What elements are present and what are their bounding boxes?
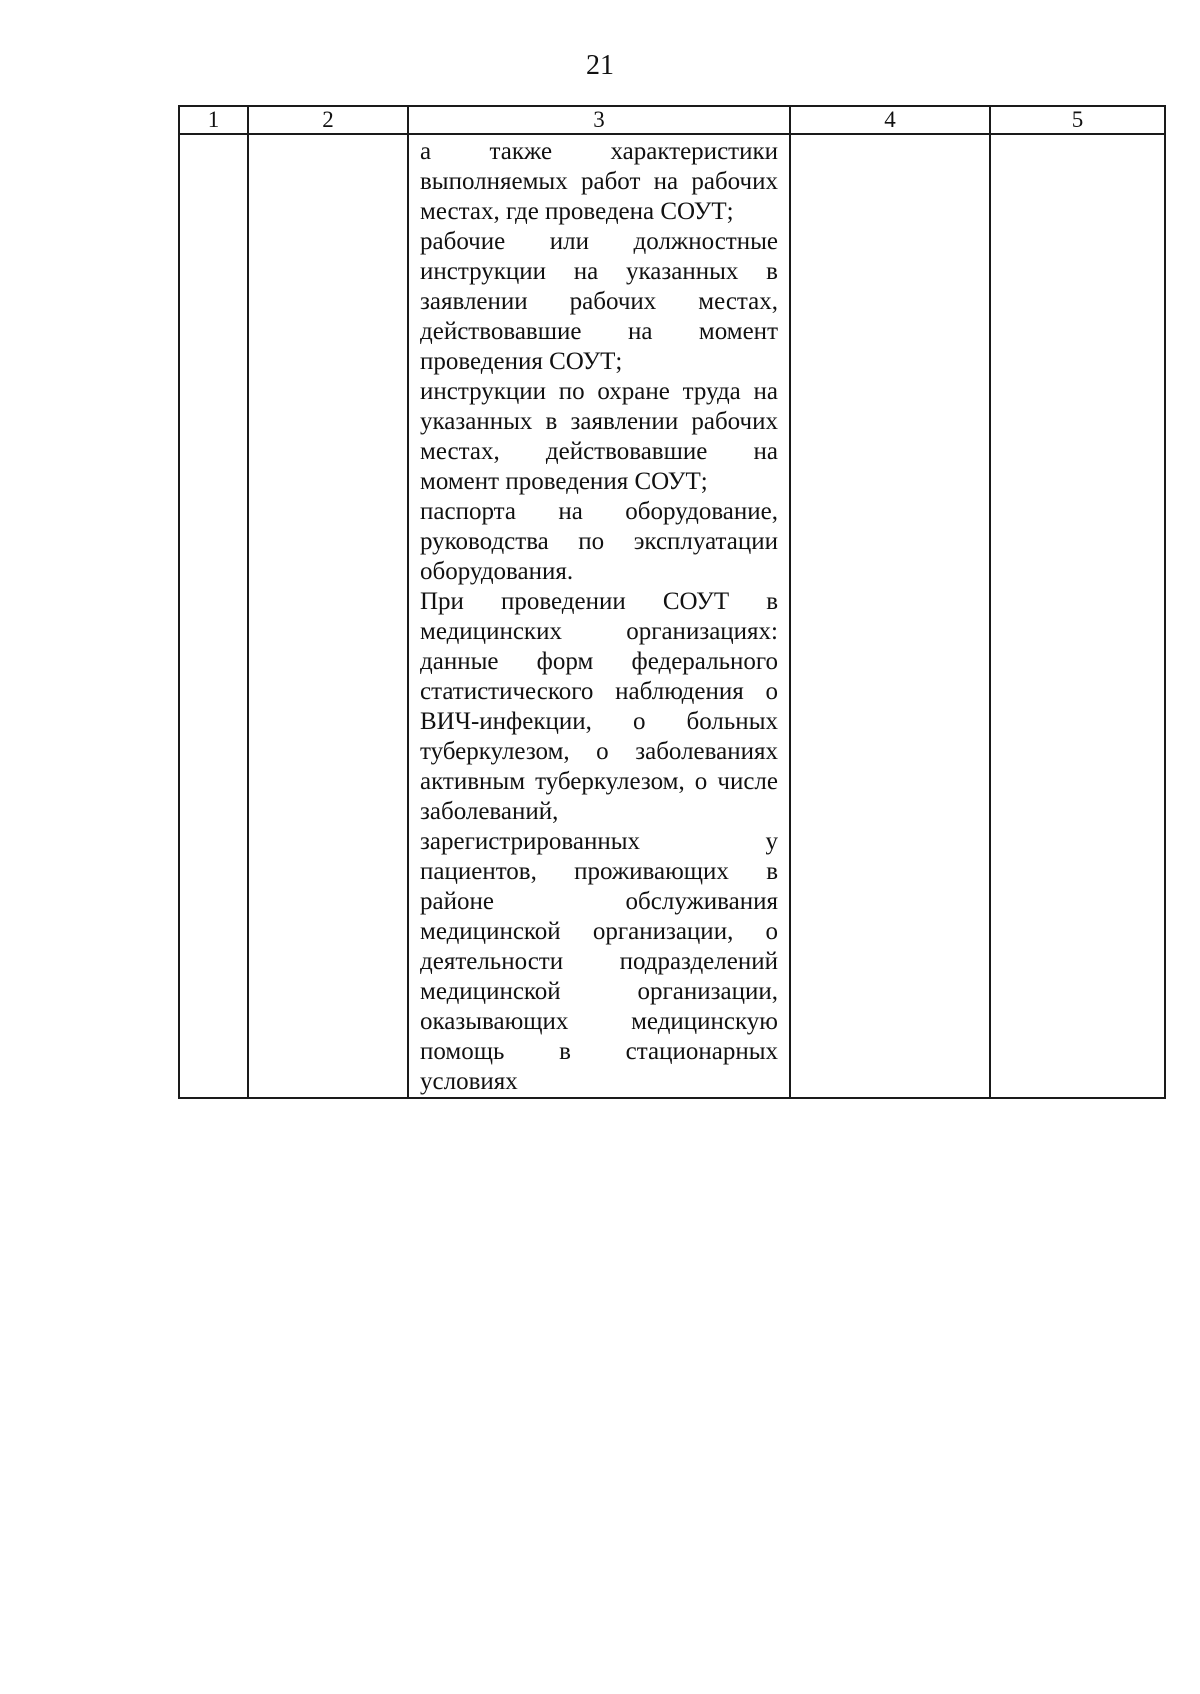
column-header-1: 1 <box>179 106 248 134</box>
paragraph-safety-instructions: инструкции по охране труда на указанных в заявлении рабочих местах, действовавшие на момент проведения СОУТ; <box>420 378 778 495</box>
paragraph-characteristics: а также характеристики выполняемых работ на рабочих местах, где проведена СОУТ; <box>420 138 778 225</box>
cell-col-3-text <box>409 135 789 1097</box>
cell-col-5 <box>990 134 1165 1098</box>
paragraph-job-instructions: рабочие или должностные инструкции на указанных в заявлении рабочих местах, действовавшие на момент проведения СОУТ; <box>420 228 778 375</box>
paragraph-medical-organizations: При проведении СОУТ в медицинских организациях: данные форм федерального статистического наблюдения о ВИЧ-инфекции, о больных туберкулезом, о заболеваниях активным туберкулезом, о числе заболеваний, зарегистрированных у пациентов, проживающих в районе обслуживания медицинской организации, о деятельности подразделений медицинской организации, оказывающих медицинскую помощь в стационарных условиях <box>420 588 778 1095</box>
column-header-5: 5 <box>990 106 1165 134</box>
column-header-4: 4 <box>790 106 990 134</box>
column-header-2: 2 <box>248 106 408 134</box>
cell-col-3 <box>408 134 790 1098</box>
column-header-3: 3 <box>408 106 790 134</box>
table-header-row <box>179 106 1165 134</box>
document-table <box>178 105 1166 1099</box>
cell-col-2 <box>248 134 408 1098</box>
paragraph-equipment-passports: паспорта на оборудование, руководства по эксплуатации оборудования. <box>420 498 778 585</box>
cell-col-4 <box>790 134 990 1098</box>
page-number: 21 <box>586 50 614 81</box>
table-row <box>179 134 1165 1098</box>
cell-col-1 <box>179 134 248 1098</box>
